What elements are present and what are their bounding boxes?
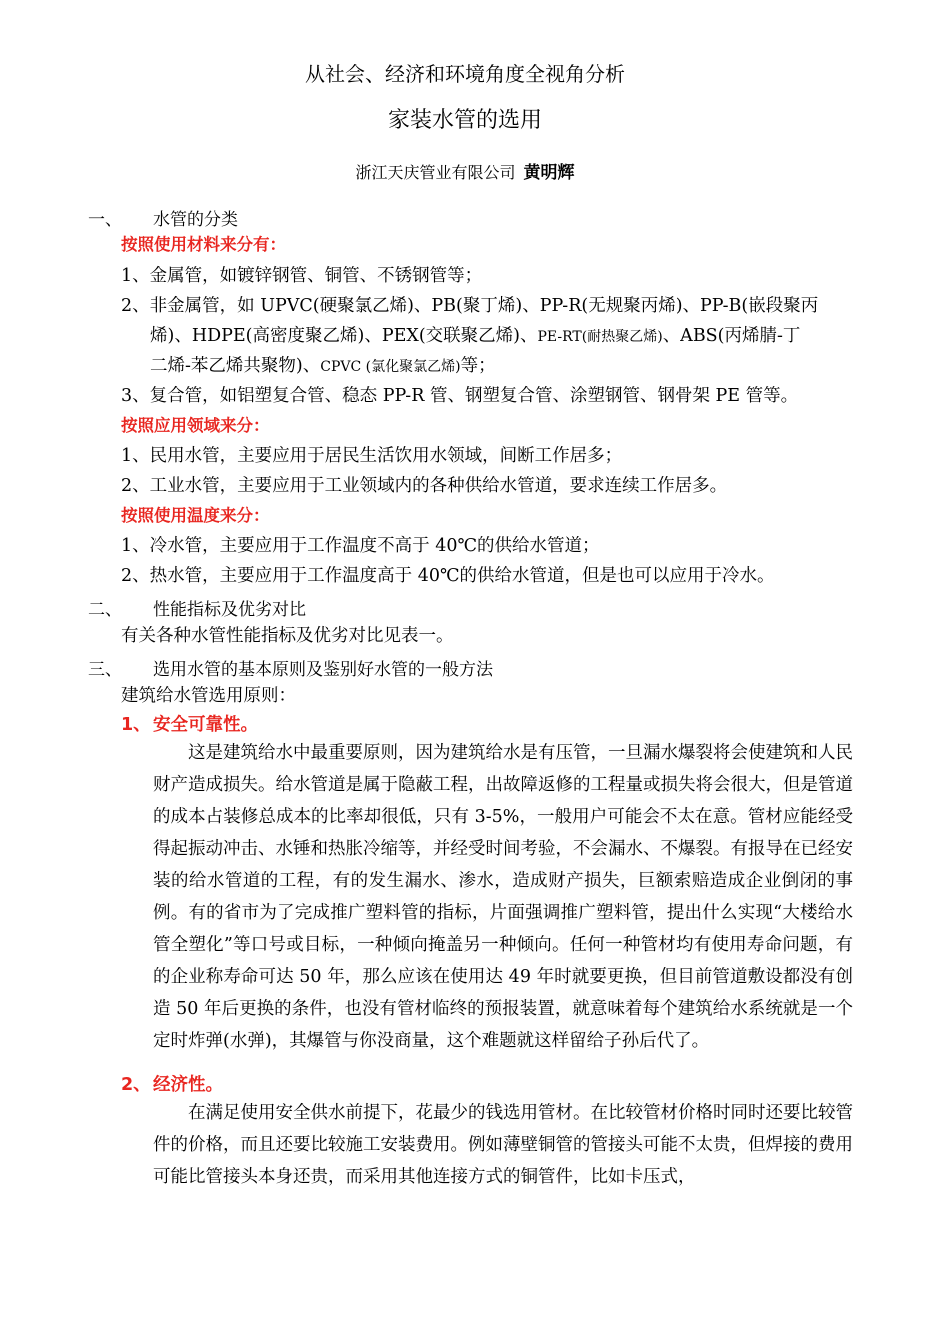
author-name: 黄明辉	[523, 163, 575, 183]
material-item-2-line3-part3: 等；	[460, 356, 496, 376]
author-company: 浙江天庆管业有限公司	[355, 163, 516, 182]
field-item-2: 2、工业水管，主要应用于工业领域内的各种供给水管道，要求连续工作居多。	[121, 476, 728, 496]
principle-1-number: 1、	[121, 715, 151, 735]
section-1-title: 水管的分类	[153, 210, 238, 230]
material-item-2-line2-part2: PE-RT(耐热聚乙烯)	[537, 329, 663, 345]
author-line	[0, 162, 930, 184]
temperature-heading: 按照使用温度来分：	[121, 506, 270, 525]
material-item-2-line2-part3: 、ABS(丙烯腈-丁	[662, 326, 801, 346]
principle-1-title: 安全可靠性。	[153, 715, 258, 735]
material-item-3: 3、复合管，如铝塑复合管、稳态 PP-R 管、钢塑复合管、涂塑钢管、钢骨架 PE 管等。	[121, 386, 799, 406]
section-1-number: 一、	[88, 210, 122, 230]
material-item-2-line2-part1: 烯)、HDPE(高密度聚乙烯)、PEX(交联聚乙烯)、	[150, 326, 538, 346]
field-item-1: 1、民用水管，主要应用于居民生活饮用水领域，间断工作居多；	[121, 446, 623, 466]
material-item-2-line3-part1: 二烯-苯乙烯共聚物)、	[150, 356, 321, 376]
section-2-number: 二、	[88, 600, 122, 620]
section-3-number: 三、	[88, 660, 122, 680]
material-item-2-line1: 2、非金属管，如 UPVC(硬聚氯乙烯)、PB(聚丁烯)、PP-R(无规聚丙烯)、PP-B(嵌段聚丙	[121, 296, 819, 316]
principle-1-paragraph: 这是建筑给水中最重要原则，因为建筑给水是有压管，一旦漏水爆裂将会使建筑和人民财产造成损失。给水管道是属于隐蔽工程，出故障返修的工程量或损失将会很大，但是管道的成本占装修总成本的比率却很低，只有 3-5%，一般用户可能会不太在意。管材应能经受得起振动冲击、水锤和热胀冷缩等，并经受时间考验，不会漏水、不爆裂。有报导在已经安装的给水管道的工程，有的发生漏水、渗水，造成财产损失，巨额索赔造成企业倒闭的事例。有的省市为了完成推广塑料管的指标，片面强调推广塑料管，提出什么实现“大楼给水管全塑化”等口号或目标，一种倾向掩盖另一种倾向。任何一种管材均有使用寿命问题，有的企业称寿命可达 50 年，那么应该在使用达 49 年时就要更换，但目前管道敷设都没有创造 50 年后更换的条件，也没有管材临终的预报装置，就意味着每个建筑给水系统就是一个定时炸弹(水弹)，其爆管与你没商量，这个难题就这样留给子孙后代了。	[153, 743, 853, 1051]
material-item-2-line3-part2: CPVC (氯化聚氯乙烯)	[320, 359, 461, 375]
material-item-2-line2	[150, 325, 800, 348]
material-heading: 按照使用材料来分有：	[121, 235, 286, 254]
principle-2-title: 经济性。	[153, 1075, 223, 1095]
principle-2-paragraph: 在满足使用安全供水前提下，花最少的钱选用管材。在比较管材价格时同时还要比较管件的价格，而且还要比较施工安装费用。例如薄壁铜管的管接头可能不太贵，但焊接的费用可能比管接头本身还贵，而采用其他连接方式的铜管件，比如卡压式，	[153, 1103, 853, 1187]
section-2-title: 性能指标及优劣对比	[153, 600, 306, 620]
field-heading: 按照应用领域来分：	[121, 416, 270, 435]
section-2-text: 有关各种水管性能指标及优劣对比见表一。	[121, 626, 454, 646]
section-3-intro: 建筑给水管选用原则：	[121, 686, 296, 706]
document-title-line2: 家装水管的选用	[387, 108, 542, 133]
material-item-2-line3	[150, 355, 496, 378]
material-item-1: 1、金属管，如镀锌钢管、铜管、不锈钢管等；	[121, 266, 483, 286]
temperature-item-1: 1、冷水管，主要应用于工作温度不高于 40℃的供给水管道；	[121, 536, 600, 556]
principle-2-number: 2、	[121, 1075, 151, 1095]
section-3-title: 选用水管的基本原则及鉴别好水管的一般方法	[153, 660, 493, 680]
temperature-item-2: 2、热水管，主要应用于工作温度高于 40℃的供给水管道，但是也可以应用于冷水。	[121, 566, 775, 586]
document-title-line1: 从社会、经济和环境角度全视角分析	[305, 62, 625, 86]
